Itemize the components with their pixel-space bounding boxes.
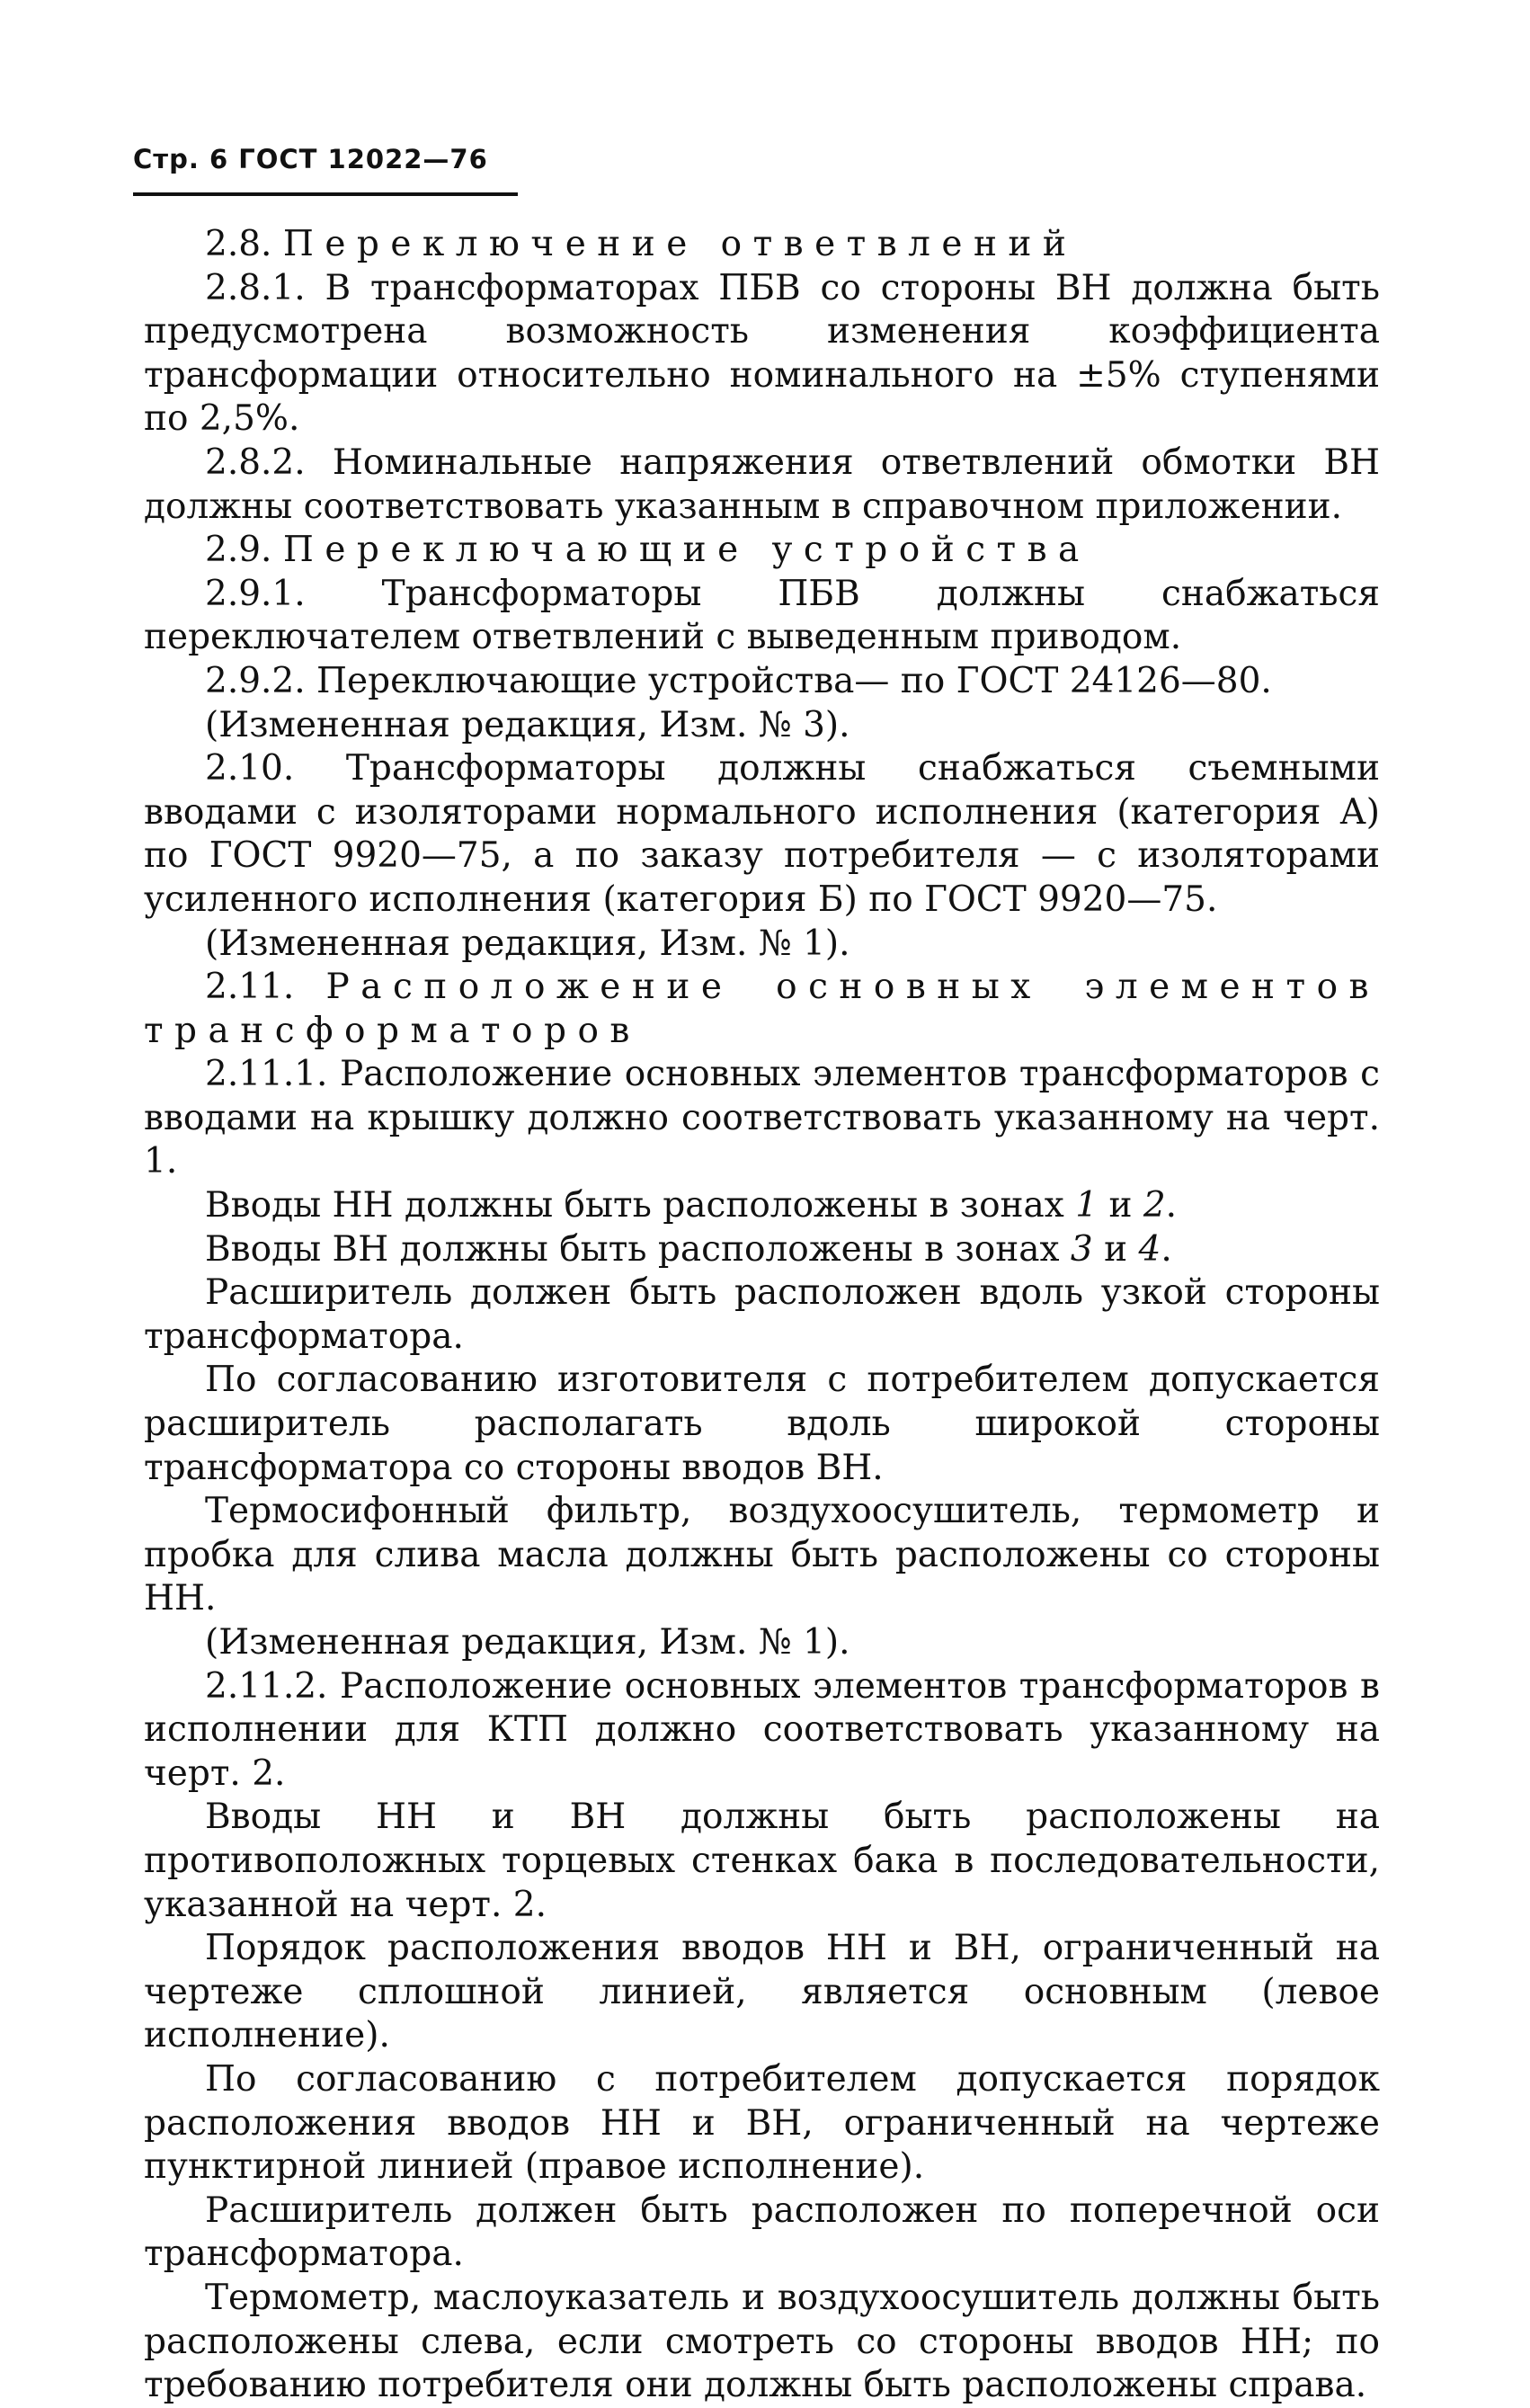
- paragraph-2-9-2: 2.9.2. Переключающие устройства— по ГОСТ 24126—80.: [205, 660, 1272, 701]
- paragraph-expander-axis: Расширитель должен быть расположен по поперечной оси трансформатора.: [144, 2189, 1380, 2275]
- page-header: Стр. 6 ГОСТ 12022—76: [133, 144, 488, 174]
- paragraph-2-8-2: 2.8.2. Номинальные напряжения ответвлений обмотки ВН должны соответствовать указанным в справочном приложении.: [144, 441, 1380, 527]
- section-number: 2.11.: [205, 967, 295, 1008]
- section-heading-2-11: [144, 966, 1380, 1053]
- zones-text: Вводы ВН должны быть расположены в зонах: [205, 1228, 1060, 1270]
- paragraph-vn-zones: Вводы ВН должны быть расположены в зонах 3 и 4.: [205, 1228, 1172, 1270]
- section-number: 2.9.: [205, 530, 272, 571]
- section-title: Переключающие устройства: [282, 530, 1090, 571]
- amendment-note: (Измененная редакция, Изм. № 1).: [205, 1622, 850, 1663]
- paragraph-nn-vn-walls: Вводы НН и ВН должны быть расположены на противоположных торцевых стенках бака в последовательности, указанной на черт. 2.: [144, 1797, 1380, 1925]
- section-title: Переключение ответвлений: [282, 224, 1078, 264]
- paragraph-order-dashed: По согласованию с потребителем допускается порядок расположения вводов НН и ВН, ограниченный на чертеже пунктирной линией (правое исполнение).: [144, 2058, 1380, 2188]
- section-title: Расположение основных элементов трансформаторов: [144, 967, 1380, 1051]
- paragraph-expander-wide: По согласованию изготовителя с потребителем допускается расширитель располагать вдоль широкой стороны трансформатора со стороны вводов ВН.: [144, 1360, 1380, 1488]
- zone-number: 2: [1143, 1185, 1166, 1226]
- zones-text: Вводы НН должны быть расположены в зонах: [205, 1185, 1064, 1226]
- paragraph-2-9-1: 2.9.1. Трансформаторы ПБВ должны снабжаться переключателем ответвлений с выведенным приводом.: [144, 573, 1380, 658]
- paragraph-order-solid: Порядок расположения вводов НН и ВН, ограниченный на чертеже сплошной линией, является основным (левое исполнение).: [144, 1928, 1380, 2056]
- paragraph-nn-zones: Вводы НН должны быть расположены в зонах 1 и 2.: [205, 1185, 1178, 1226]
- amendment-note: (Измененная редакция, Изм. № 3).: [205, 704, 850, 745]
- paragraph-expander-narrow: Расширитель должен быть расположен вдоль узкой стороны трансформатора.: [144, 1272, 1380, 1357]
- paragraph-thermometer-left: Термометр, маслоуказатель и воздухоосушитель должны быть расположены слева, если смотреть со стороны вводов НН; по требованию потребителя они должны быть расположены справа.: [144, 2277, 1380, 2406]
- amendment-note: (Измененная редакция, Изм. № 1).: [205, 923, 850, 964]
- zone-number: 3: [1070, 1228, 1093, 1270]
- section-heading-2-9: [144, 529, 1380, 573]
- section-heading-2-8: [144, 223, 1380, 267]
- zone-conjunction: и: [1108, 1185, 1133, 1226]
- paragraph-2-10: 2.10. Трансформаторы должны снабжаться съемными вводами с изоляторами нормального исполнения (категория А) по ГОСТ 9920—75, а по заказу потребителя — с изоляторами усиленного исполнения (категория Б) по ГОСТ 9920—75.: [144, 748, 1380, 920]
- paragraph-thermosiphon: Термосифонный фильтр, воздухоосушитель, термометр и пробка для слива масла должны быть расположены со стороны НН.: [144, 1491, 1380, 1619]
- zone-number: 4: [1138, 1228, 1161, 1270]
- paragraph-2-8-1: 2.8.1. В трансформаторах ПБВ со стороны ВН должна быть предусмотрена возможность изменения коэффициента трансформации относительно номинального на ±5% ступенями по 2,5%.: [144, 267, 1380, 440]
- paragraph-2-11-1: 2.11.1. Расположение основных элементов трансформаторов с вводами на крышку должно соответствовать указанному на черт. 1.: [144, 1054, 1380, 1182]
- zone-conjunction: и: [1104, 1228, 1128, 1270]
- zone-number: 1: [1075, 1185, 1099, 1226]
- paragraph-2-11-2: 2.11.2. Расположение основных элементов трансформаторов в исполнении для КТП должно соответствовать указанному на черт. 2.: [144, 1665, 1380, 1794]
- section-number: 2.8.: [205, 224, 272, 264]
- header-rule: [133, 192, 518, 196]
- document-body: [144, 223, 1380, 2408]
